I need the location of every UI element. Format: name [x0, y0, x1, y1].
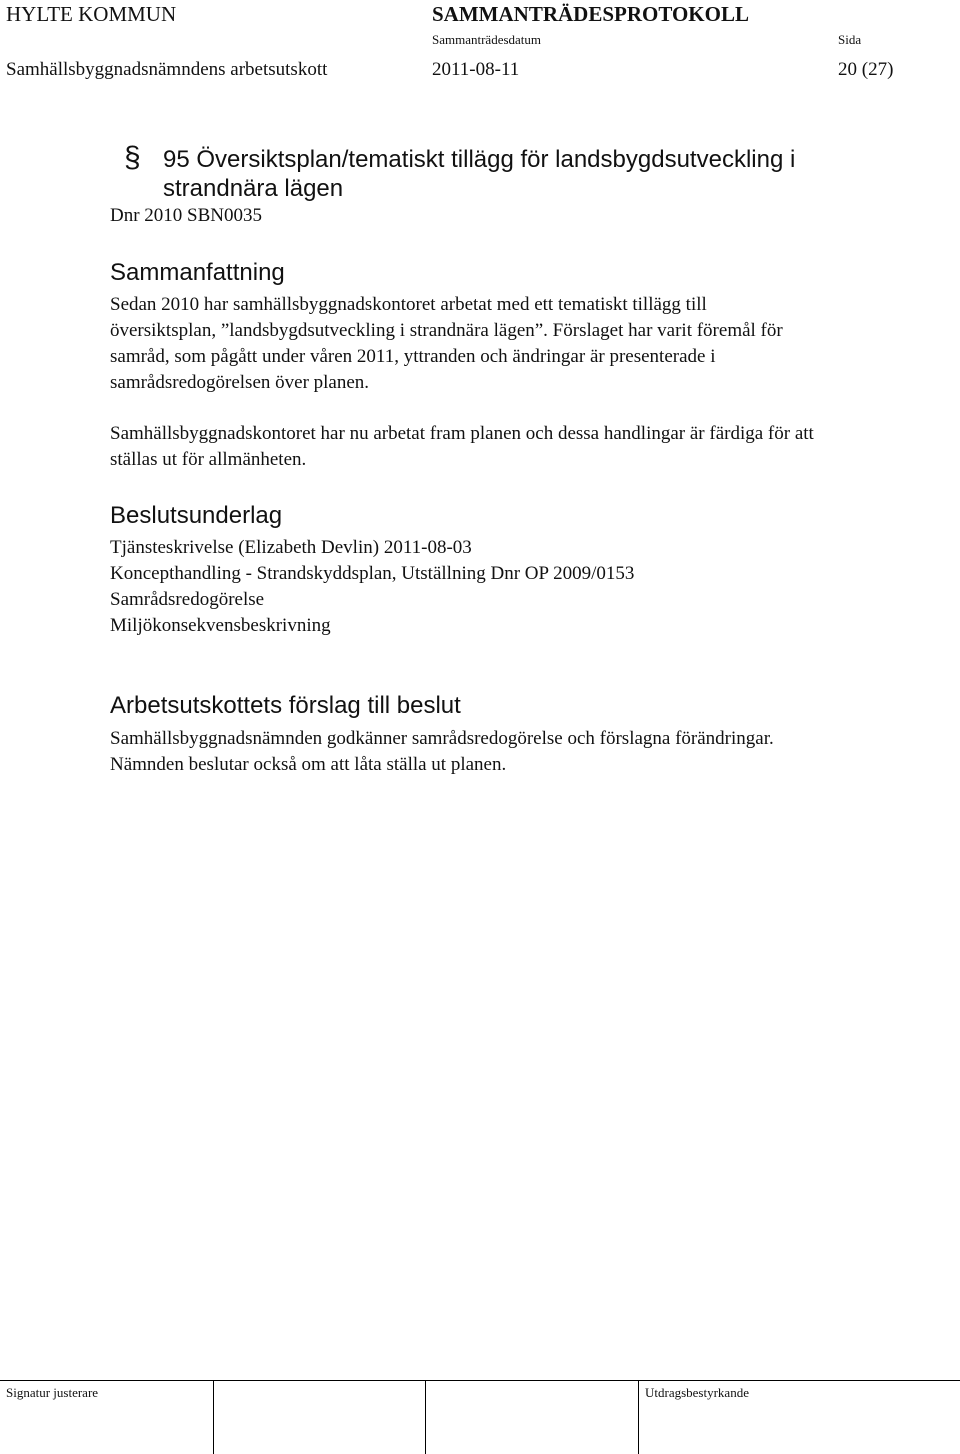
date-label: Sammanträdesdatum: [432, 32, 542, 47]
summary-p2-line: ställas ut för allmänheten.: [110, 449, 307, 470]
doc-type: SAMMANTRÄDESPROTOKOLL: [432, 2, 749, 26]
basis-item: Koncepthandling - Strandskyddsplan, Utställning Dnr OP 2009/0153: [110, 563, 635, 584]
proposal-heading: Arbetsutskottets förslag till beslut: [110, 692, 461, 719]
summary-p1-line: samråd, som pågått under våren 2011, yttranden och ändringar är presenterade i: [110, 346, 716, 367]
basis-list: [110, 535, 940, 639]
summary-p1-line: översiktsplan, ”landsbygdsutveckling i strandnära lägen”. Förslaget har varit föremål för: [110, 320, 783, 341]
basis-heading: Beslutsunderlag: [110, 502, 283, 529]
page-number: 20 (27): [838, 59, 894, 80]
proposal-text: [110, 726, 940, 778]
item-title-line1: 95 Översiktsplan/tematiskt tillägg för landsbygdsutveckling i: [163, 146, 796, 173]
summary-heading: Sammanfattning: [110, 259, 285, 286]
signature-label: Signatur justerare: [6, 1385, 99, 1400]
committee-name: Samhällsbyggnadsnämndens arbetsutskott: [6, 59, 328, 80]
item-title-line2: strandnära lägen: [163, 175, 344, 202]
footer-divider: [213, 1380, 214, 1454]
basis-item: Miljökonsekvensbeskrivning: [110, 615, 331, 636]
meeting-date: 2011-08-11: [432, 59, 520, 80]
footer-divider: [425, 1380, 426, 1454]
proposal-line: Nämnden beslutar också om att låta ställa ut planen.: [110, 754, 507, 775]
org-name: HYLTE KOMMUN: [6, 2, 177, 26]
summary-paragraph-2: [110, 421, 940, 473]
dnr: Dnr 2010 SBN0035: [110, 205, 263, 226]
page-label: Sida: [838, 32, 862, 47]
footer-rule: [0, 1380, 960, 1381]
summary-p1-line: samrådsredogörelsen över planen.: [110, 372, 370, 393]
basis-item: Tjänsteskrivelse (Elizabeth Devlin) 2011-08-03: [110, 537, 472, 558]
summary-p1-line: Sedan 2010 har samhällsbyggnadskontoret arbetat med ett tematiskt tillägg till: [110, 294, 707, 315]
footer-divider: [638, 1380, 639, 1454]
summary-paragraph-1: [110, 292, 940, 396]
proposal-line: Samhällsbyggnadsnämnden godkänner samrådsredogörelse och förslagna förändringar.: [110, 728, 774, 749]
basis-item: Samrådsredogörelse: [110, 589, 265, 610]
summary-p2-line: Samhällsbyggnadskontoret har nu arbetat fram planen och dessa handlingar är färdiga för att: [110, 423, 814, 444]
extract-label: Utdragsbestyrkande: [645, 1385, 749, 1400]
section-mark: §: [124, 141, 141, 174]
